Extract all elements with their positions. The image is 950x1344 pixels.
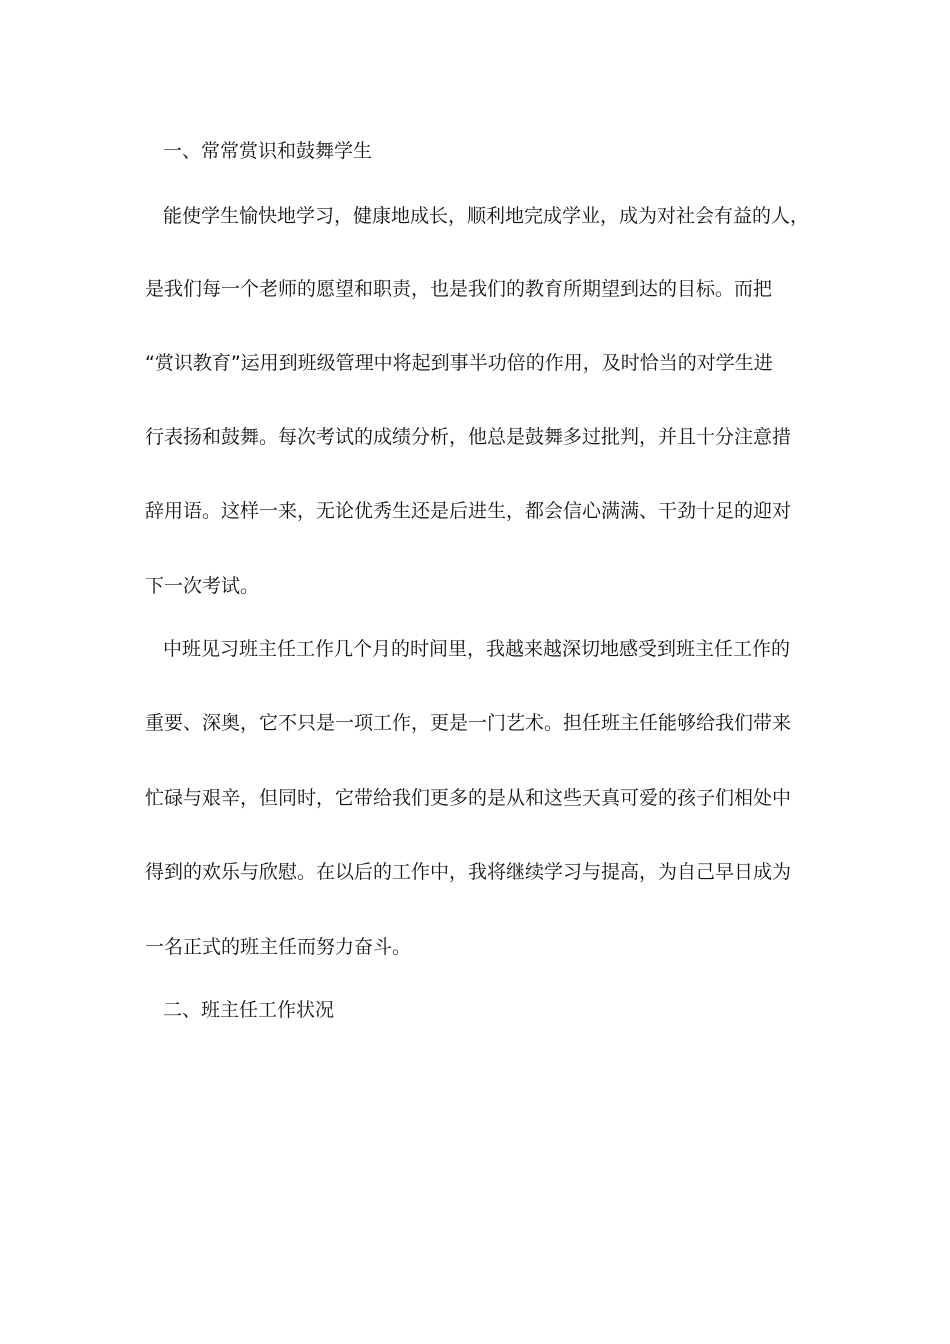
paragraph-1-line-1: 能使学生愉快地学习，健康地成长，顺利地完成学业，成为对社会有益的人， <box>163 205 810 227</box>
paragraph-1-line-5: 辞用语。这样一来，无论优秀生还是后进生，都会信心满满、干劲十足的迎对 <box>145 500 792 522</box>
paragraph-2-line-3: 忙碌与艰辛，但同时，它带给我们更多的是从和这些天真可爱的孩子们相处中 <box>145 787 792 809</box>
section-heading-2: 二、班主任工作状况 <box>163 999 335 1021</box>
paragraph-2-line-4: 得到的欢乐与欣慰。在以后的工作中，我将继续学习与提高，为自己早日成为 <box>145 861 792 883</box>
paragraph-2-line-2: 重要、深奥，它不只是一项工作，更是一门艺术。担任班主任能够给我们带来 <box>145 712 792 734</box>
section-heading-1: 一、常常赏识和鼓舞学生 <box>163 140 373 162</box>
paragraph-1-line-6: 下一次考试。 <box>145 575 260 597</box>
paragraph-1-line-4: 行表扬和鼓舞。每次考试的成绩分析，他总是鼓舞多过批判，并且十分注意措 <box>145 426 792 448</box>
paragraph-1-line-2: 是我们每一个老师的愿望和职责，也是我们的教育所期望到达的目标。而把 <box>145 278 773 300</box>
paragraph-2-line-1: 中班见习班主任工作几个月的时间里，我越来越深切地感受到班主任工作的 <box>163 638 791 660</box>
paragraph-1-line-3: “赏识教育”运用到班级管理中将起到事半功倍的作用，及时恰当的对学生进 <box>145 352 773 374</box>
paragraph-2-line-5: 一名正式的班主任而努力奋斗。 <box>145 936 412 958</box>
